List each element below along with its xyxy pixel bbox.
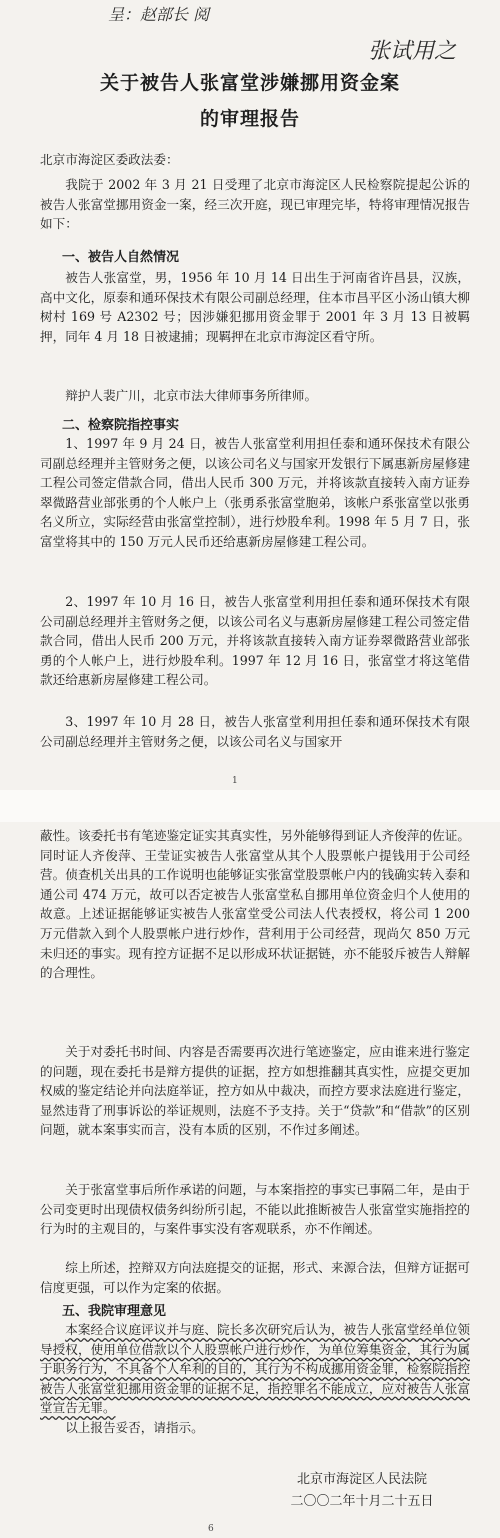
section-heading-court-opinion: 五、我院审理意见 — [62, 1304, 167, 1319]
closing-line: 以上报告妥否，请指示。 — [65, 1420, 204, 1435]
page-break-gap — [0, 790, 500, 822]
prosecution-item-1: 1、1997 年 9 月 24 日，被告人张富堂利用担任泰和通环保技术有限公司副总经理并主管财务之便，以该公司名义与国家开发银行下属惠新房屋修建工程公司签定借款合同，借出人民币 300 万元，并将该款直接转入南方证券翠微路营业部张勇的个人帐户上（张勇系张富堂胞弟，该帐户系张富堂以张勇名义所立，实际经营由张富堂控制），进行炒股牟利。1998 年 5 月 7 日，张富堂将其中的 150 万元人民币还给惠新房屋修建工程公司。 — [40, 436, 470, 549]
defendant-info-paragraph: 被告人张富堂，男，1956 年 10 月 14 日出生于河南省许昌县，汉族，高中文化，原泰和通环保技术有限公司副总经理，住本市昌平区小汤山镇大柳树村 169 号 A2302 号；因涉嫌犯挪用资金罪于 2001 年 3 月 13 日被羁押，同年 4 月 18 日被逮捕；现羁押在北京市海淀区看守所。 — [40, 270, 470, 344]
defense-counsel-paragraph: 辩护人裴广川，北京市法大律师事务所律师。 — [65, 388, 318, 403]
intro-paragraph: 我院于 2002 年 3 月 21 日受理了北京市海淀区人民检察院提起公诉的被告人张富堂挪用资金一案，经三次开庭，现已审理完毕，特将审理情况报告如下： — [40, 177, 470, 232]
report-title-line1: 关于被告人张富堂涉嫌挪用资金案 — [99, 72, 400, 94]
addressee: 北京市海淀区委政法委： — [40, 152, 179, 167]
evidence-paragraph: 蔽性。该委托书有笔迹鉴定证实其真实性，另外能够得到证人齐俊萍的佐证。同时证人齐俊萍、王莹证实被告人张富堂从其个人股票帐户提钱用于公司经营。侦查机关出具的工作说明也能够证实张富堂股票帐户内的钱确实转入泰和通公司 474 万元，故可以否定被告人张富堂私自挪用单位资金归个人使用的故意。上述证据能够证实被告人张富堂受公司法人代表授权，将公司 1 200 万元借款入到个人股票帐户进行炒作，营利用于公司经营，现尚欠 850 万元未归还的事实。现有控方证据不足以形成环状证据链，亦不能驳斥被告人辩解的合理性。 — [40, 828, 470, 981]
prosecution-item-2: 2、1997 年 10 月 16 日，被告人张富堂利用担任泰和通环保技术有限公司副总经理并主管财务之便，以该公司名义与惠新房屋修建工程公司签定借款合同，借出人民币 200 万元，并将该款直接转入南方证券翠微路营业部张勇的个人帐户上，进行炒股牟利。1997 年 12 月 16 日，张富堂才将这笔借款还给惠新房屋修建工程公司。 — [40, 594, 470, 688]
court-opinion-paragraph: 本案经合议庭评议并与庭、院长多次研究后认为，被告人张富堂经单位领导授权，使用单位借款以个人股票帐户进行炒作，为单位筹集资金，其行为属于职务行为，不具备个人牟利的目的，其行为不构成挪用资金罪，检察院指控被告人张富堂犯挪用资金罪的证据不足，指控罪名不能成立，应对被告人张富堂宣告无罪。 — [40, 1322, 470, 1416]
page-mark-1: 1 — [232, 776, 238, 786]
section-heading-prosecution: 二、检察院指控事实 — [62, 418, 180, 433]
promise-paragraph: 关于张富堂事后所作承诺的问题，与本案指控的事实已事隔二年，是由于公司变更时出现债权债务纠纷所引起，不能以此推断被告人张富堂实施指控的行为时的主观目的，与案件事实没有客观联系，亦不作阐述。 — [40, 1182, 470, 1237]
section-heading-defendant: 一、被告人自然情况 — [62, 250, 180, 265]
handwritten-note-top-left: 呈：赵部长 阅 — [108, 5, 210, 24]
signature-date: 二〇〇二年十月二十五日 — [290, 1494, 434, 1509]
summary-paragraph: 综上所述，控辩双方向法庭提交的证据，形式、来源合法，但辩方证据可信度更强，可以作为定案的依据。 — [40, 1260, 470, 1295]
page-mark-2: 6 — [208, 1524, 214, 1534]
court-signature: 北京市海淀区人民法院 — [296, 1472, 427, 1487]
handwriting-verification-paragraph: 关于对委托书时间、内容是否需要再次进行笔迹鉴定，应由谁来进行鉴定的问题，现在委托书是辩方提供的证据，控方如想推翻其真实性，应提交更加权威的鉴定结论并向法庭举证，控方如从中裁决，而控方要求法庭进行鉴定，显然违背了刑事诉讼的举证规则，法庭不予支持。关于“贷款”和“借款”的区别问题，就本案事实而言，没有本质的区别，不作过多阐述。 — [40, 1044, 470, 1138]
report-title-line2: 的审理报告 — [199, 108, 300, 130]
handwritten-signature: 张试用之 — [368, 39, 457, 64]
prosecution-item-3: 3、1997 年 10 月 28 日，被告人张富堂利用担任泰和通环保技术有限公司副总经理并主管财务之便，以该公司名义与国家开 — [40, 714, 470, 749]
